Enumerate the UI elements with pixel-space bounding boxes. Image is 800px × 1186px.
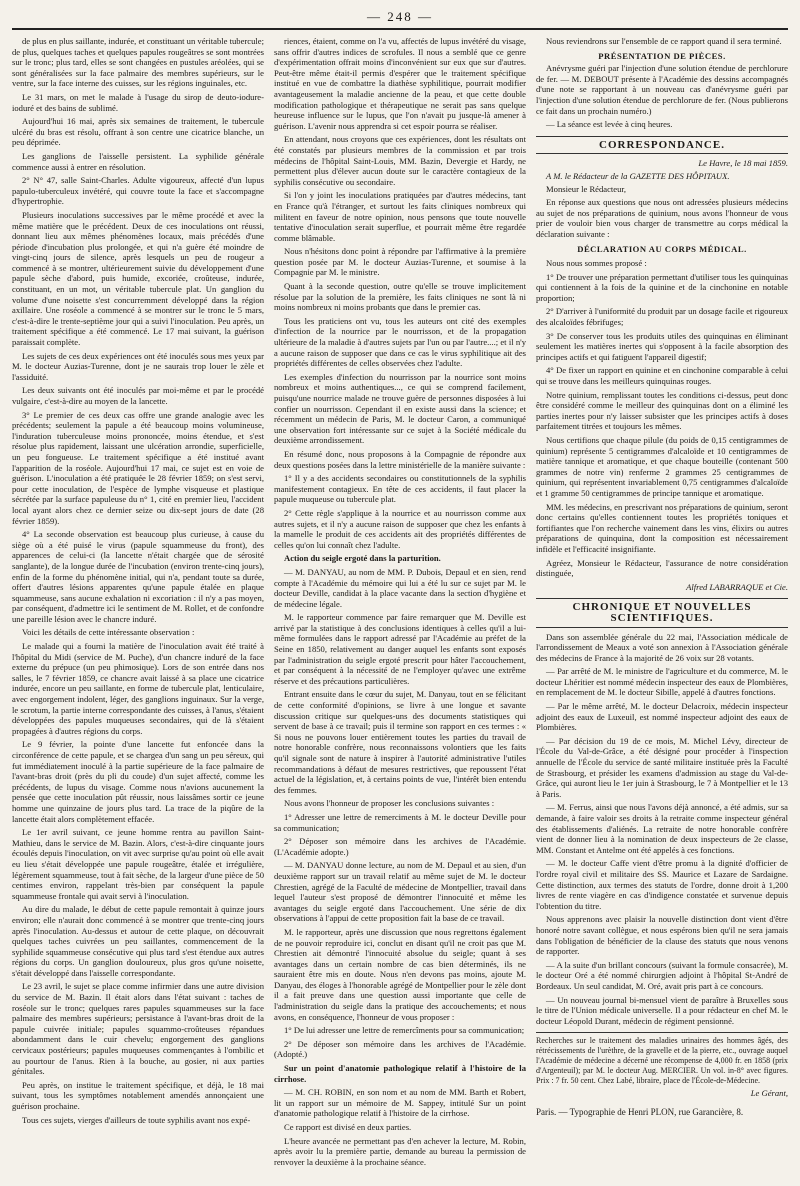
paragraph: 2° Cette règle s'applique à la nourrice et au nourrisson comme aux autres sujets, et il n'y a aucune raison de supposer que chez les enfants à la mamelle le produit de ces accidents ait des propriétés différentes de celles qu'on lui connaît chez l'adulte.	[274, 507, 526, 550]
paragraph: 4° De fixer un rapport en quinine et en cinchonine comparable à celui qui se trouve dans les meilleurs quinquinas rouges.	[536, 365, 788, 387]
paragraph: 2° De déposer son mémoire dans les archives de l'Académie. (Adopté.)	[274, 1038, 526, 1060]
paragraph: 1° De trouver une préparation permettant d'utiliser tous les quinquinas qui contiennent à la fois de la quinine et de la cinchonine en notable proportion;	[536, 271, 788, 303]
column-2	[274, 36, 526, 1166]
paragraph: Le 1er avril suivant, ce jeune homme rentra au pavillon Saint-Mathieu, dans le service de M. Bazin. Alors, c'est-à-dire cinquante jours écoulés depuis l'inoculation, on vit avec surprise qu'au point où elle avait eu lieu s'était développée une papule rougeâtre, étalée et irrégulière, légèrement squammeuse, tout à fait sèche, de la largeur d'une pièce de 50 centimes environ, rappelant très-bien par conséquent la papule squammeuse frontale qui avait servi à l'inoculation.	[12, 827, 264, 901]
paragraph: 1° De lui adresser une lettre de remercîments pour sa communication;	[284, 1025, 525, 1036]
advertisement: Recherches sur le traitement des maladies urinaires des hommes âgés, des rétrécissements de l'urèthre, de la gravelle et de la pierre, etc., ouvrage auquel l'Académie de médecine a décerné une récompense de 4,000 fr. en 1858 (prix d'Argenteuil); par M. le docteur Aug. MERCIER. Un vol. in-8° avec figures. Prix : 7 fr. 50 cent. Chez Labé, libraire, place de l'École-de-Médecine.	[536, 1032, 788, 1086]
paragraph: Peu après, on institue le traitement spécifique, et déjà, le 18 mai suivant, tous les symptômes notablement amendés annonçaient une guérison prochaine.	[12, 1079, 264, 1111]
paragraph: Nous nous sommes proposé :	[546, 258, 647, 269]
paragraph: — M. DANYAU donne lecture, au nom de M. Depaul et au sien, d'un deuxième rapport sur un travail relatif au même sujet de M. le docteur Chrestien, agrégé de la Faculté de médecine de Montpellier, travail dans lequel l'auteur s'est proposé de démontrer l'innocuité et même les avantages du seigle ergoté dans l'accouchement. Une série de dix observations à l'appui de cette proposition fait la base de ce travail.	[274, 860, 526, 924]
paragraph: Monsieur le Rédacteur,	[546, 183, 627, 194]
paragraph: 4° La seconde observation est beaucoup plus curieuse, à cause du siège où a été puisé le virus (papule squammeuse du front), des apparences de celui-ci (la lancette n'était chargée que de sérosité sanglante), de la longue durée de l'incubation (environ trente-cinq jours), enfin de la forme du phénomène initial, qui n'a, pendant toute sa durée, offert d'autres lésions apparentes qu'une papule étalée en plaque squammeuse, sans aucune exhalation ni excoriation : il n'y a pas moyen, par conséquent, d'admettre ici le sentiment de M. Rollet, et de confondre une pareille lésion avec le chancre induré.	[12, 529, 264, 624]
paragraph: Ce rapport est divisé en deux parties.	[284, 1122, 412, 1132]
paragraph: Quant à la seconde question, outre qu'elle se trouve implicitement résolue par la solution de la première, les faits cliniques ne sont là ni moins nombreux ni moins probants que dans le premier cas.	[274, 281, 526, 313]
paragraph: Agréez, Monsieur le Rédacteur, l'assurance de notre considération distinguée,	[536, 557, 788, 579]
paragraph: Nous certifions que chaque pilule (du poids de 0,15 centigrammes de quinium) représente 5 centigrammes d'alcaloïde et 10 centigrammes de matière tannique et aromatique, et que chaque bouteille (contenant 500 grammes de notre vin) renferme 2 grammes 25 centigrammes de quinium, qui représentent invariablement 0,75 centigrammes d'alcaloïde et 1 gramme 50 centigrammes de principe tannique et aromatique.	[536, 435, 788, 498]
correspondance-title: CORRESPONDANCE.	[536, 136, 788, 155]
paragraph: L'heure avancée ne permettant pas d'en achever la lecture, M. Robin, après avoir lu la première partie, demande au bureau la permission de renvoyer la deuxième à la prochaine séance.	[274, 1135, 526, 1166]
letter-dateline: Le Havre, le 18 mai 1859.	[698, 158, 788, 169]
report-seigle	[274, 567, 526, 1060]
section-seigle-lead: Action du seigle ergoté dans la parturition.	[284, 553, 441, 564]
paragraph: — Un nouveau journal bi-mensuel vient de paraître à Bruxelles sous le titre de l'Union médicale universelle. Il a pour rédacteur en chef M. le docteur Léopold Durant, médecin de régiment pensionné.	[536, 994, 788, 1026]
paragraph: Dans son assemblée générale du 22 mai, l'Association médicale de l'arrondissement de Meaux a voté son annexion à l'Association générale des médecins de France à la majorité de 26 voix sur 28 votants.	[536, 631, 788, 663]
paragraph: Notre quinium, remplissant toutes les conditions ci-dessus, peut donc être considéré comme le meilleur des quinquinas dont on a éliminé les parties inertes pour n'y laisser subsister que les principes actifs à doses parfaitement titrées et toujours les mêmes.	[536, 389, 788, 432]
paragraph: 2° D'arriver à l'uniformité du produit par un dosage facile et rigoureux des alcaloïdes fébrifuges;	[536, 306, 788, 328]
paragraph: riences, étaient, comme on l'a vu, affectés de lupus invétéré du visage, sans offrir d'autres indices de scrofules. Il nous a semblé que ce genre d'expérimentation offrait moins d'inconvénient sur eux que sur d'autres. Peut-être même était-il permis d'espérer que le traitement spécifique institué en vue de combattre la diathèse syphilitique, pourrait modifier avantageusement la maladie ancienne de la peau, et que cette double modification pathologique et thérapeutique ne serait pas sans quelque heureuse influence sur le lupus, que l'on n'avait pu jusque-là amener à guérison. L'avenir nous apprendra si cet espoir pourra se réaliser.	[274, 36, 526, 131]
section-seigle-ergote	[274, 553, 526, 564]
paragraph: Anévrysme guéri par l'injection d'une solution étendue de perchlorure de fer. — M. DEBOUT présente à l'Académie des dessins accompagnés d'une note se rapportant à un nouveau cas d'anévrysme guéri par l'injection d'une solution étendue de perchlorure de fer. (Nous publierons ce fait dans un prochain numéro.)	[536, 63, 788, 116]
paragraph: Aujourd'hui 16 mai, après six semaines de traitement, le tubercule ulcéré du bras est résolu, offrant à son centre une cicatrice blanche, un peu déprimée.	[12, 116, 264, 148]
paragraph: MM. les médecins, en prescrivant nos préparations de quinium, seront donc certains qu'elles contiennent toutes les propriétés toniques et fortifiantes que l'on recherche vainement dans les vins, élixirs ou autres préparations de quinquina, dont la composition est nécessairement infidèle et l'efficacité insignifiante.	[536, 501, 788, 554]
presentation-title: PRÉSENTATION DE PIÈCES.	[598, 50, 726, 61]
paragraph: — Par décision du 19 de ce mois, M. Michel Lévy, directeur de l'École du Val-de-Grâce, a été désigné pour procéder à l'inspection annuelle de l'École du service de santé militaire instituée près la Faculté de Strasbourg, et présider les examens d'admission au stage du Val-de-Grâce, qui auront lieu le 1er juin à Strasbourg, le 7 à Montpellier et le 13 à Paris.	[536, 735, 788, 799]
paragraph: — La séance est levée à cinq heures.	[546, 119, 673, 130]
paragraph: Voici les détails de cette intéressante observation :	[22, 627, 195, 638]
report-syphilis	[274, 36, 526, 550]
paragraph: Le malade qui a fourni la matière de l'inoculation avait été traité à l'hôpital du Midi (service de M. Puche), d'un chancre induré de la face externe du prépuce (un peu phimosique). Lors de son entrée dans nos salles, le 7 février 1859, ce chancre avait laissé à sa place une cicatrice indurée, encore un peu saillante, en forme de tubercule plat, lenticulaire, avec engorgement indolent, léger, des ganglions inguinaux. Sur la verge, le scrotum, la partie interne correspondante des cuisses, à l'anus, s'étaient développées des papules muqueuses secondaires, qui de là s'étaient propagées à d'autres régions du corps.	[12, 641, 264, 736]
paragraph: Tous ces sujets, vierges d'ailleurs de toute syphilis avant nos expé-	[22, 1114, 251, 1125]
paragraph: Le 31 mars, on met le malade à l'usage du sirop de deuto-iodure-ioduré et des bains de sublimé.	[12, 91, 264, 113]
columns	[12, 36, 788, 1166]
paragraph: 2° Déposer son mémoire dans les archives de l'Académie. (L'Académie adopte.)	[274, 836, 526, 857]
paragraph: En réponse aux questions que nous ont adressées plusieurs médecins au sujet de nos préparations de quinium, nous avons l'honneur de vous prier de vouloir bien vous charger de transmettre au corps médical la déclaration suivante :	[536, 197, 788, 239]
letter-signature: Alfred LABARRAQUE et Cie.	[686, 581, 788, 592]
paragraph: — Par le même arrêté, M. le docteur Delacroix, médecin inspecteur adjoint des eaux de Luxeuil, est nommé inspecteur adjoint des eaux de Plombières.	[536, 701, 788, 733]
declaration-body	[536, 258, 788, 579]
presentation-body	[536, 63, 788, 130]
declaration-title: DÉCLARATION AU CORPS MÉDICAL.	[577, 243, 747, 254]
section-cirrhose-lead: Sur un point d'anatomie pathologique relatif à l'histoire de la cirrhose.	[274, 1063, 526, 1084]
paragraph: Nous avons l'honneur de proposer les conclusions suivantes :	[284, 798, 495, 809]
paragraph: 1° Adresser une lettre de remerciments à M. le docteur Deville pour sa communication;	[274, 811, 526, 833]
intro-note	[536, 36, 788, 47]
column-1	[12, 36, 264, 1166]
header-rule	[12, 28, 788, 30]
paragraph: Les exemples d'infection du nourrisson par la nourrice sont moins nombreux et moins authentiques..., ce qui se comprend facilement, puisqu'une nourrice malade ne trouve guère de personnes disposées à lui confier un nourrisson. Cependant il en existe aussi dans la science; et récemment un médecin de Paris, M. le docteur Caron, a communiqué une observation fort intéressante sur ce sujet à la Société médicale du deuxième arrondissement.	[274, 371, 526, 446]
paragraph: Entrant ensuite dans le cœur du sujet, M. Danyau, tout en se félicitant de cette conformité d'opinions, se livre à une longue et savante discussion critique sur quelques-uns des documents statistiques qui servent de base à ce travail; puis il termine son rapport en ces termes : « Si nous ne pouvons louer entièrement toutes les parties du travail de notre honorable confrère, nous reconnaissons volontiers que les faits qu'il signale sont de nature à inspirer à l'autorité administrative l'utiles recommandations à défaut de mesures restrictives, que repoussent l'état actuel de la législation, et, à certains points de vue, l'intérêt bien entendu des femmes.	[274, 689, 526, 795]
paragraph: M. le rapporteur, après une discussion que nous regrettons également de ne pouvoir reproduire ici, conclut en disant qu'il ne croit pas que M. Chrestien ait démontré l'innocuité absolue du seigle; quant à ses avantages dans un certain nombre de cas bien déterminés, ils ne sauraient être mis en doute. Nous n'en devons pas moins, ajoute M. Danyau, des éloges à l'honorable agrégé de Montpellier pour le zèle dont il a fait preuve dans une question aussi importante que celle de l'administration du seigle dans la pratique des accouchements; et nous avons, en conséquence, l'honneur de vous proposer :	[274, 926, 526, 1022]
paragraph: Plusieurs inoculations successives par le même procédé et avec la même matière que le précédent. Deux de ces inoculations ont réussi, donnant lieu aux mêmes phénomènes locaux, mais précédés d'une période d'incubation plus prolongée, et qui n'a guère été moindre de vingt-cinq jours de silence, après lesquels un peu de rougeur a commencé à se montrer, ultérieurement suivie du développement d'une papule sèche d'abord, puis humide, excoriée, croûteuse, indurée, constituant, en un mot, un véritable tubercule plat. Un ganglion du volume d'une noisette s'est concurremment développé dans la région axillaire. Une roséole a commencé à se montrer sur le tronc le 5 mars, c'est-à-dire le trente-septième jour qui a suivi l'inoculation. Peu après, un traitement spécifique a été commencé. Le 17 mai suivant, la guérison paraissait complète.	[12, 209, 264, 348]
paragraph: — M. Ferrus, ainsi que nous l'avons déjà annoncé, a été admis, sur sa demande, à faire valoir ses droits à la retraite comme inspecteur général des établissements d'aliénés. La retraite de notre honorable confrère vient de donner lieu à la nomination de deux inspecteurs de 2e classe, MM. Constant et Antelme ont été appelés à ces fonctions.	[536, 802, 788, 855]
paragraph: 1° Il y a des accidents secondaires ou constitutionnels de la syphilis manifestement contagieux. En tête de ces accidents, il faut placer la papule muqueuse ou tubercule plat.	[274, 473, 526, 505]
paragraph: — A la suite d'un brillant concours (suivant la formule consacrée), M. le docteur Oré a été nommé chirurgien adjoint à l'hôpital St-André de Bordeaux. Un seul candidat, M. Oré, avait pris part à ce concours.	[536, 959, 788, 991]
paragraph: Les ganglions de l'aisselle persistent. La syphilide générale commence aussi à entrer en résolution.	[12, 150, 264, 172]
paragraph: — M. le docteur Caffe vient d'être promu à la dignité d'officier de l'ordre royal civil et militaire des SS. Maurice et Lazare de Sardaigne. Cette distinction, aux termes des statuts de l'ordre, donne droit à 1,200 livres de rente viagère en cas d'indigence constatée et survenue depuis l'obtention du titre.	[536, 858, 788, 911]
paragraph: Les sujets de ces deux expériences ont été inoculés sous mes yeux par M. le docteur Auzias-Turenne, dont je ne saurais trop louer le zèle et l'assiduité.	[12, 350, 264, 382]
page	[12, 8, 788, 1168]
paragraph: Nous reviendrons sur l'ensemble de ce rapport quand il sera terminé.	[546, 36, 782, 46]
paragraph: Nous apprenons avec plaisir la nouvelle distinction dont vient d'être honoré notre savant collègue, et nous espérons bien qu'il ne sera jamais dans l'obligation de bénéficier de la clause des statuts que nous venons de rapporter.	[536, 914, 788, 957]
paragraph: — Par arrêté de M. le ministre de l'agriculture et du commerce, M. le docteur Lhéritier est nommé médecin inspecteur des eaux de Plombières, en remplacement de M. le docteur Sibille, appelé à d'autres fonctions.	[536, 666, 788, 698]
paragraph: — M. DANYAU, au nom de MM. P. Dubois, Depaul et en sien, rend compte à l'Académie du mémoire qui lui a été lu sur ce sujet par M. le docteur Deville, candidat à la place vacante dans la section d'hygiène et de médecine légale.	[274, 566, 526, 609]
paragraph: Le 23 avril, le sujet se place comme infirmier dans une autre division du service de M. Bazin. Il était alors dans l'état suivant : taches de roséole sur le tronc; quelques rares papules squammeuses sur la face palmaire des membres supérieurs; persistance à l'avant-bras droit de la papule cuivrée initiale; papules squammo-croûteuses répandues abondamment dans le cuir chevelu; engorgement des ganglions cervicaux postérieurs; papules muqueuses commençantes à l'ombilic et au pourtour de l'anus. Rien à la bouche, au gosier, ni aux parties génitales.	[12, 981, 264, 1077]
paragraph: M. le rapporteur commence par faire remarquer que M. Deville est arrivé par la statistique à des conclusions identiques à celles qu'il a lui-même formulées dans le rapport adressé par l'Académie au préfet de la Seine en 1850, relativement au danger auquel les enfants sont exposés par l'administration du seigle ergoté prescrit pour hâter l'accouchement, et par conséquent à la nécessité de ne l'employer qu'avec une extrême réserve et des précautions particulières.	[274, 612, 526, 686]
paragraph: En résumé donc, nous proposons à la Compagnie de répondre aux deux questions posées dans la lettre ministérielle de la manière suivante :	[274, 448, 526, 470]
paragraph: 3° De conserver tous les produits utiles des quinquinas en éliminant seulement les matières inertes qui s'opposent à la facile absorption des principes actifs et qui fatiguent l'appareil digestif;	[536, 330, 788, 362]
paragraph: Nous n'hésitons donc point à répondre par l'affirmative à la première question posée par M. le docteur Auzias-Turenne, et soumise à la Compagnie par M. le ministre.	[274, 246, 526, 278]
chronique-body	[536, 632, 788, 1027]
column-3	[536, 36, 788, 1166]
paragraph: En attendant, nous croyons que ces expériences, dont les résultats ont été constatés par plusieurs membres de la commission et par trois médecins de l'hôpital Saint-Louis, MM. Bazin, Devergie et Hardy, ne permettent plus d'élever aucun doute sur le caractère contagieux de la syphilis consécutive ou secondaire.	[274, 134, 526, 187]
letter-address: A M. le Rédacteur de la GAZETTE DES HÔPITAUX.	[546, 170, 730, 181]
paragraph: Les deux suivants ont été inoculés par moi-même et par le procédé vulgaire, c'est-à-dire au moyen de la lancette.	[12, 385, 264, 406]
paragraph: Le 9 février, la pointe d'une lancette fut enfoncée dans la circonférence de cette papule, et se chargea d'un sang un peu séreux, qui fut immédiatement inoculé à la partie supérieure de la face palmaire de l'avant-bras droit (près du pli du coude) d'un sujet affecté, comme les précédents, de lupus du visage. Comme nous n'avions aucunement la pensée que cette inoculation pût réussir, nous laissâmes sortir ce jeune homme une quinzaine de jours plus tard. La trace de la piqûre de la lancette était alors complètement effacée.	[12, 739, 264, 824]
paragraph: de plus en plus saillante, indurée, et constituant un véritable tubercule; de plus, quelques taches et quelques papules rougeâtres se sont montrées sur le tronc; plus tard, elles se sont changées en pustules aréolées, qui se sont généralisées sur la face palmaire des membres supérieurs, sur le ventre, sur la face interne des cuisses, sur les régions inguinales, etc.	[12, 36, 264, 89]
paragraph: 2° N° 47, salle Saint-Charles. Adulte vigoureux, affecté d'un lupus papulo-tuberculeux invétéré, qui couvre toute la face et s'accompagne d'hypertrophie.	[12, 175, 264, 207]
gerant-label: Le Gérant,	[750, 1088, 788, 1099]
page-number: — 248 —	[367, 9, 433, 24]
paragraph: — M. CH. ROBIN, en son nom et au nom de MM. Barth et Robert, lit un rapport sur un mémoire de M. Sappey, intitulé Sur un point d'anatomie pathologique relatif à l'histoire de la cirrhose.	[274, 1087, 526, 1119]
paragraph: Au dire du malade, le début de cette papule remontait à quinze jours environ; elle n'aurait donc commencé à se montrer que trente-cinq jours après l'inoculation. Au-dessus et autour de cette plaque, on découvrait quelques taches cuivrées un peu saillantes, commencement de la syphilide squammeuse consécutive qui plus tard s'est étendue aux autres régions du corps. Un ganglion douloureux, plus gros qu'une noisette, s'était développé dans l'aisselle correspondante.	[12, 904, 264, 978]
paragraph: 3° Le premier de ces deux cas offre une grande analogie avec les précédents; seulement la papule a été beaucoup moins volumineuse, l'induration tuberculeuse moins prononcée, moins étendue, et s'est résolue plus rapidement, laissant une ulcération arrondie, superficielle, un peu fongueuse. Le traitement spécifique a été institué avant l'apparition de la roséole. Aujourd'hui 17 mai, ce sujet est en voie de guérison. L'inoculation a été pratiquée le 28 février 1859; on s'est servi, pour cette inoculation, de l'espèce de lymphe visqueuse et plastique sécrétée par la surface papuleuse du n° 1, cité en premier lieu, l'accident local ayant alors chez ce dernier seize ou dix-sept jours de date (28 février 1859).	[12, 409, 264, 526]
paragraph: Si l'on y joint les inoculations pratiquées par d'autres médecins, tant en France qu'à l'étranger, et surtout les faits cliniques nombreux qui militent en faveur de notre opinion, nous pensons que toute nouvelle tentative d'inoculation serait superflue, et pourrait même être regardée comme blâmable.	[274, 190, 526, 243]
chronique-title: CHRONIQUE ET NOUVELLES SCIENTIFIQUES.	[536, 598, 788, 627]
printer-line: Paris. — Typographie de Henri PLON, rue Garancière, 8.	[536, 1106, 744, 1117]
paragraph: Tous les praticiens ont vu, tous les auteurs ont cité des exemples d'infection de la nourrice par le nourrisson, et de la propagation ultérieure de la maladie à d'autres sujets par l'un ou par l'autre....; et il n'y a aucune raison de supposer que dans ce cas le virus syphilitique ait des propriétés différentes de celles observées chez l'adulte.	[274, 315, 526, 369]
letter-body	[536, 184, 788, 240]
section-cirrhose	[274, 1063, 526, 1084]
report-cirrhose	[274, 1087, 526, 1166]
